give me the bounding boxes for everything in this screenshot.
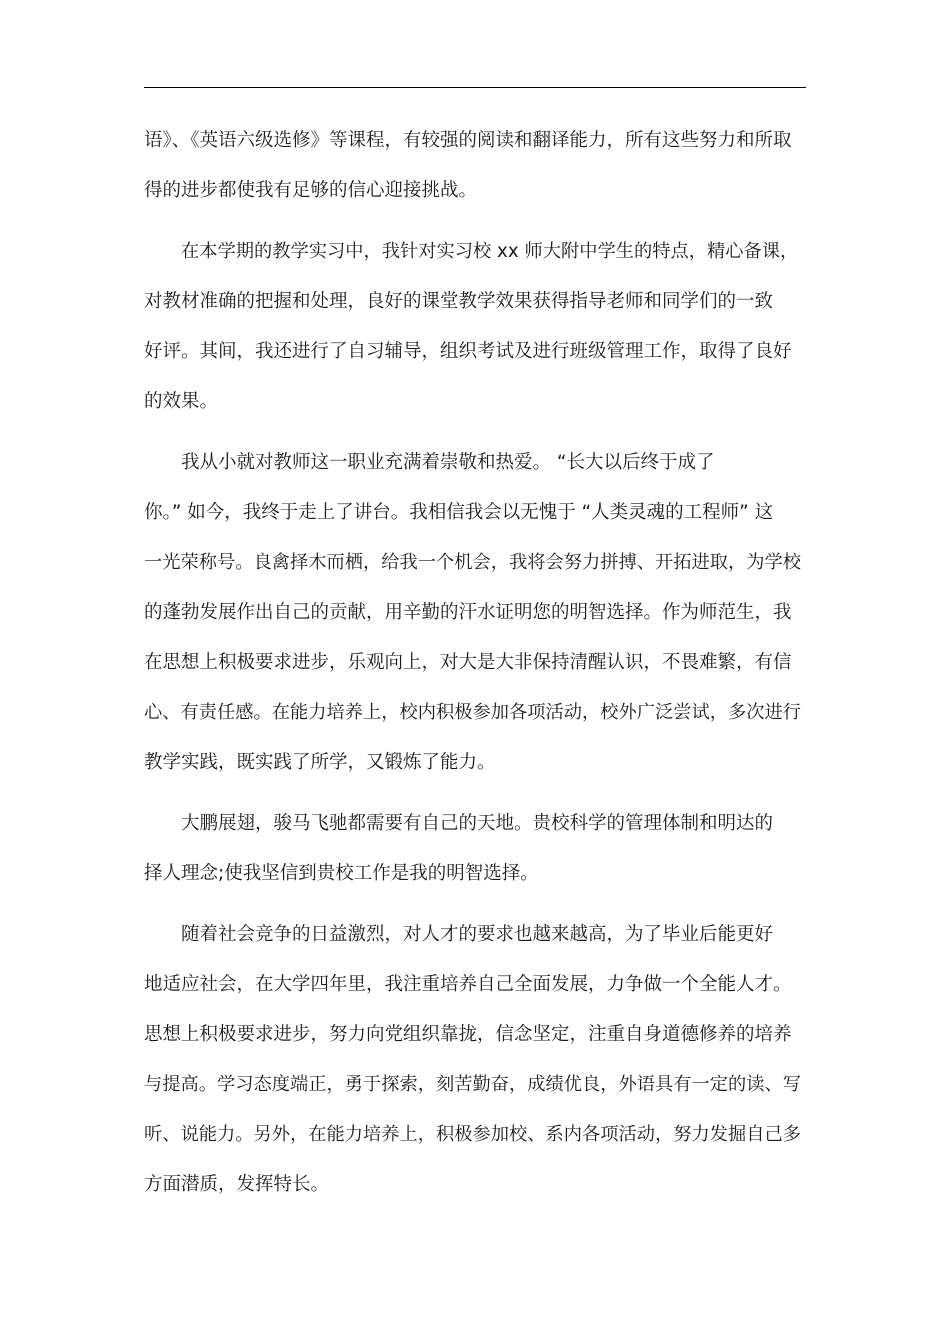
- paragraph-2-line-1: 在本学期的教学实习中，我针对实习校 xx 师大附中学生的特点，精心备课，: [181, 241, 799, 262]
- paragraph-5-line-2: 地适应社会，在大学四年里，我注重培养自己全面发展，力争做一个全能人才。: [144, 974, 792, 995]
- paragraph-1-line-1: 语》、《英语六级选修》等课程，有较强的阅读和翻译能力，所有这些努力和所取: [144, 130, 792, 151]
- paragraph-3-line-7: 教学实践，既实践了所学，又锻炼了能力。: [144, 752, 496, 773]
- paragraph-5-line-4: 与提高。学习态度端正，勇于探索，刻苦勤奋，成绩优良，外语具有一定的读、写: [144, 1074, 801, 1095]
- paragraph-3-line-3: 一光荣称号。良禽择木而栖，给我一个机会，我将会努力拼搏、开拓进取，为学校: [144, 552, 801, 573]
- paragraph-5-line-6: 方面潜质，发挥特长。: [144, 1174, 330, 1195]
- paragraph-1-line-2: 得的进步都使我有足够的信心迎接挑战。: [144, 180, 478, 201]
- paragraph-3-line-2: 你。” 如今，我终于走上了讲台。我相信我会以无愧于 “人类灵魂的工程师” 这: [144, 502, 774, 523]
- paragraph-4-line-1: 大鹏展翅，骏马飞驰都需要有自己的天地。贵校科学的管理体制和明达的: [181, 813, 774, 834]
- paragraph-4-line-2: 择人理念;使我坚信到贵校工作是我的明智选择。: [144, 863, 539, 884]
- paragraph-5-line-1: 随着社会竞争的日益激烈，对人才的要求也越来越高，为了毕业后能更好: [181, 924, 774, 945]
- paragraph-3-line-5: 在思想上积极要求进步，乐观向上，对大是大非保持清醒认识，不畏难繁，有信: [144, 652, 792, 673]
- paragraph-5-line-3: 思想上积极要求进步，努力向党组织靠拢，信念坚定，注重自身道德修养的培养: [144, 1024, 792, 1045]
- paragraph-3-line-4: 的蓬勃发展作出自己的贡献，用辛勤的汗水证明您的明智选择。作为师范生，我: [144, 602, 792, 623]
- paragraph-2-line-2: 对教材准确的把握和处理，良好的课堂教学效果获得指导老师和同学们的一致: [144, 291, 774, 312]
- paragraph-3-line-1: 我从小就对教师这一职业充满着崇敬和热爱。 “长大以后终于成了: [181, 452, 715, 473]
- paragraph-5-line-5: 听、说能力。另外，在能力培养上，积极参加校、系内各项活动，努力发掘自己多: [144, 1124, 801, 1145]
- paragraph-2-line-3: 好评。其间，我还进行了自习辅导，组织考试及进行班级管理工作，取得了良好: [144, 341, 792, 362]
- paragraph-3-line-6: 心、有责任感。在能力培养上，校内积极参加各项活动，校外广泛尝试，多次进行: [144, 702, 801, 723]
- paragraph-2-line-4: 的效果。: [144, 391, 219, 412]
- header-rule: [144, 87, 806, 88]
